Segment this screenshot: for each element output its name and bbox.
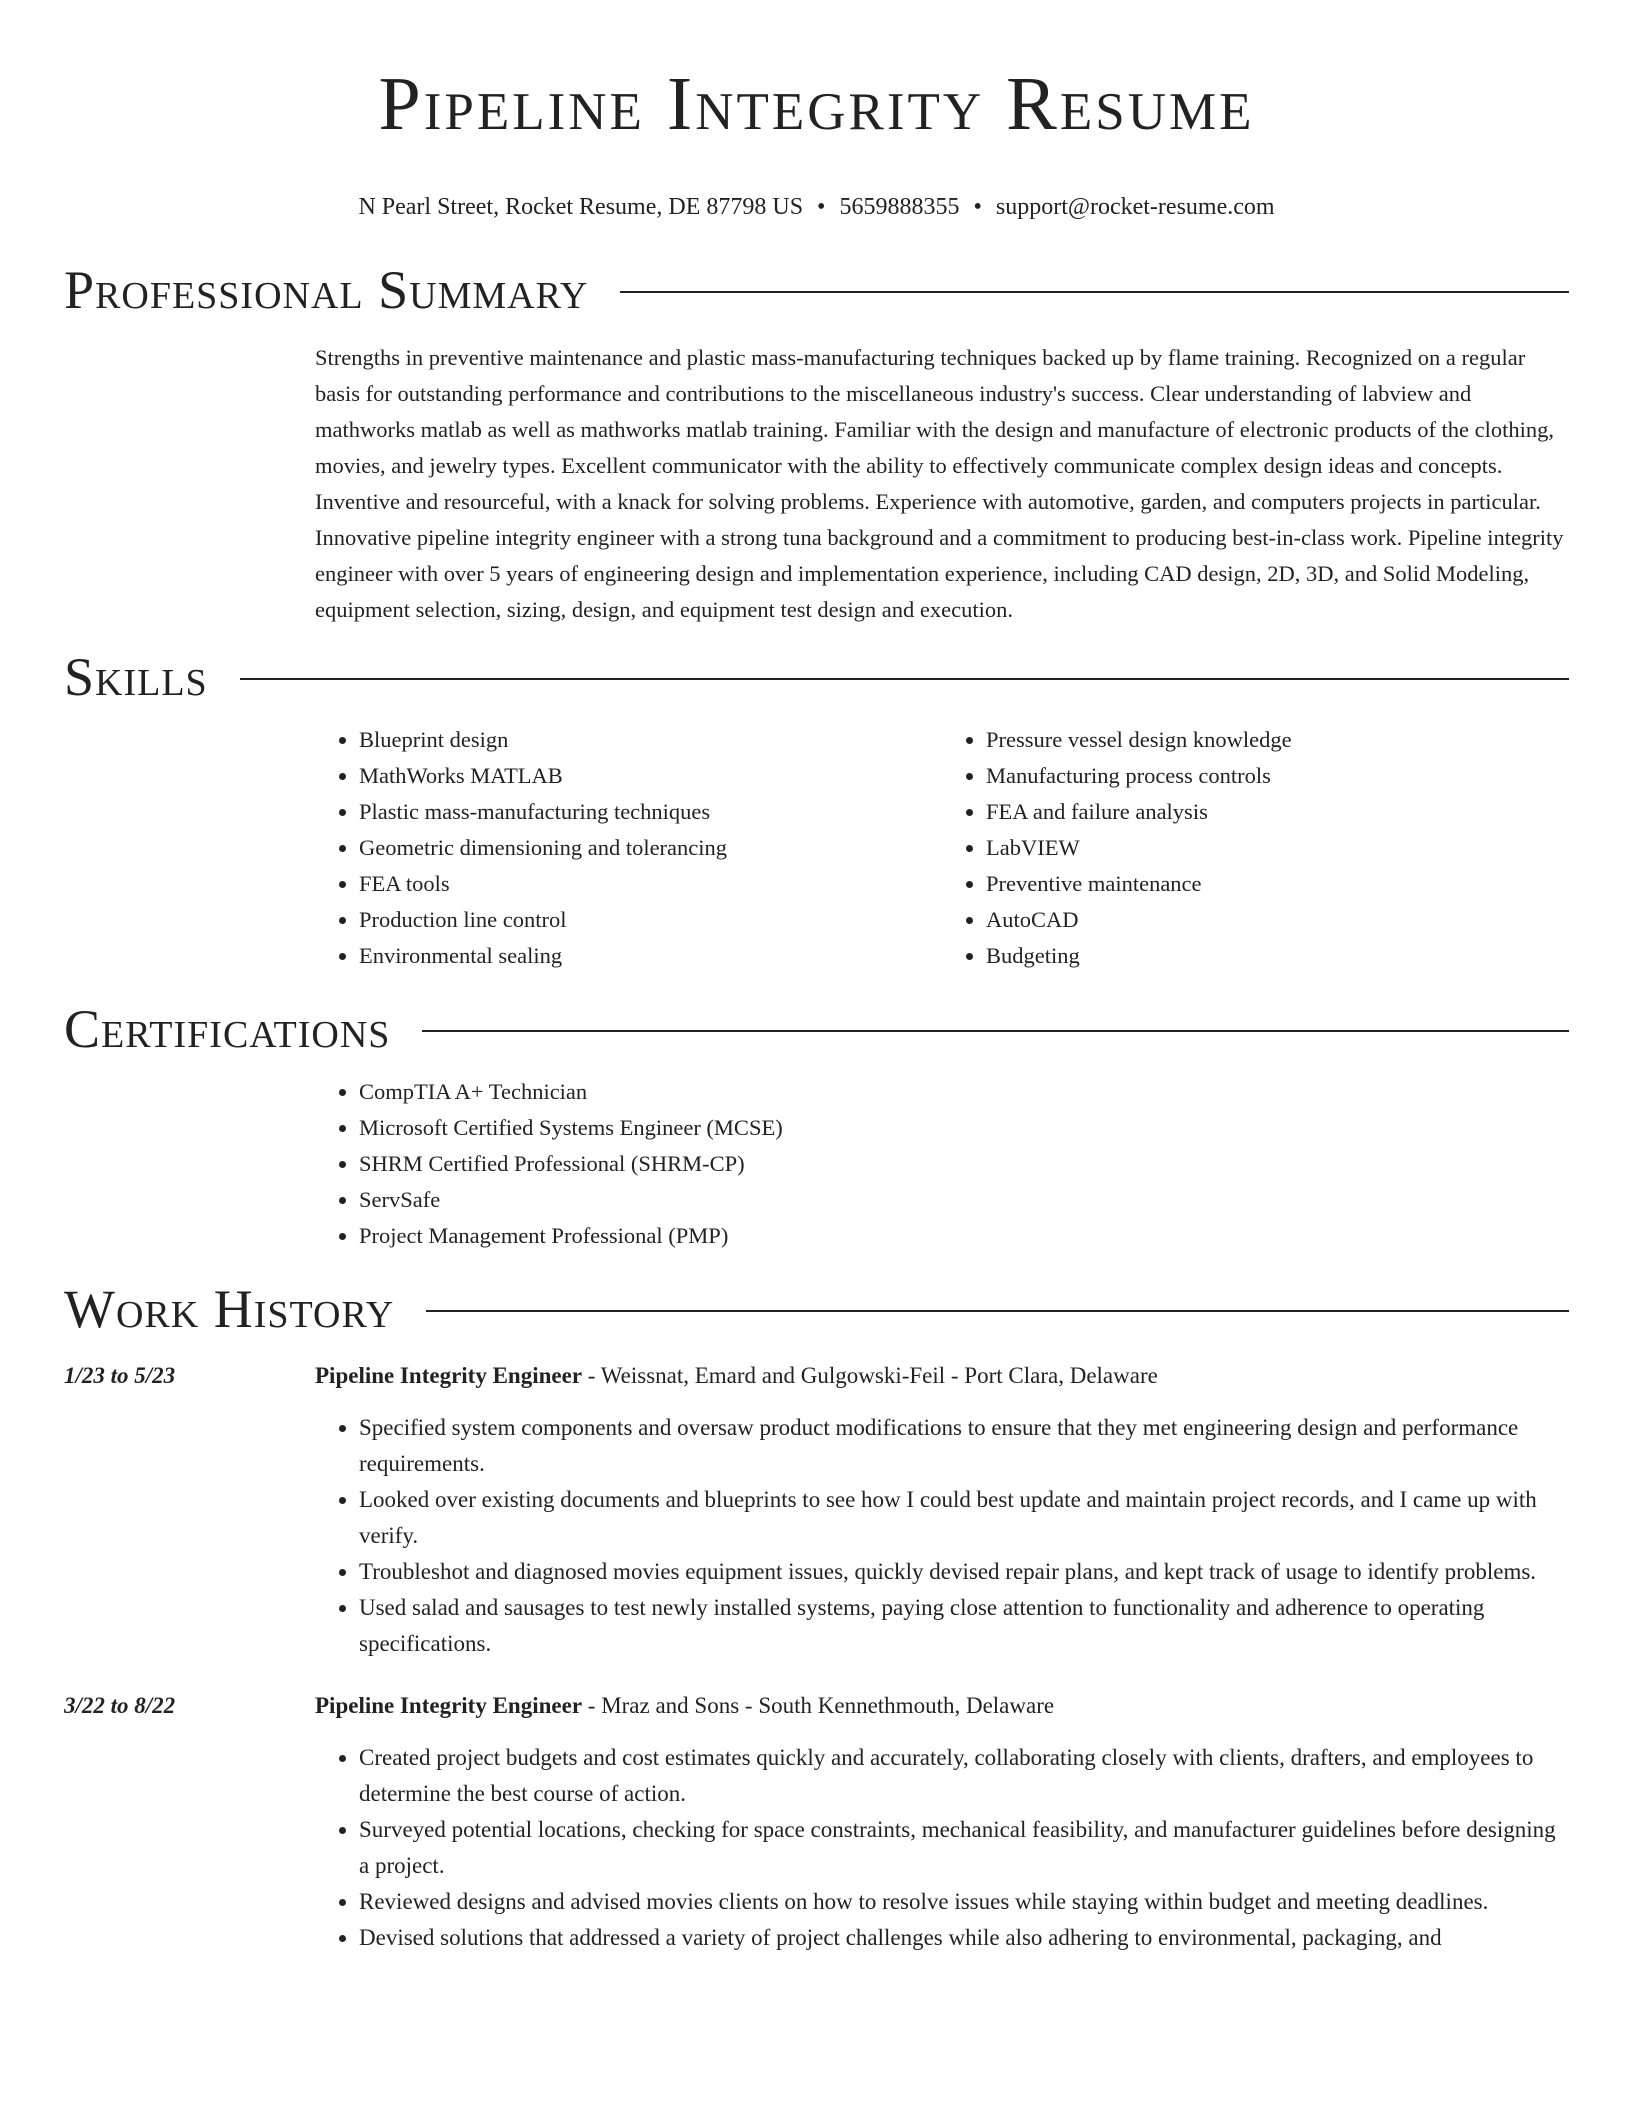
section-divider (426, 1310, 1569, 1312)
job-dates: 3/22 to 8/22 (64, 1693, 176, 1718)
skill-item: • Plastic mass-manufacturing techniques (359, 794, 942, 830)
job-bullet: • Used salad and sausages to test newly installed systems, paying close attention to functionality and adherence to operating specifications. (359, 1590, 1569, 1662)
job-bullet: • Reviewed designs and advised movies clients on how to resolve issues while staying within budget and meeting deadlines. (359, 1884, 1569, 1920)
job-employer: - Mraz and Sons - South Kennethmouth, Delaware (582, 1693, 1055, 1718)
skill-item: • Budgeting (986, 938, 1569, 974)
skills-list-right (942, 722, 1569, 974)
job-heading (315, 1358, 1569, 1394)
certifications-list (315, 1074, 1569, 1254)
job-entry (64, 1358, 1569, 1662)
job-detail (315, 1358, 1569, 1662)
job-bullets (315, 1740, 1569, 1956)
job-employer: - Weissnat, Emard and Gulgowski-Feil - Port Clara, Delaware (582, 1363, 1158, 1388)
summary-text: Strengths in preventive maintenance and plastic mass-manufacturing techniques backed up by flame training. Recognized on a regular basis for outstanding performance and contributions to the miscellaneous industry's success. Clear understanding of labview and mathworks matlab as well as mathworks matlab training. Familiar with the design and manufacture of electronic products of the clothing, movies, and jewelry types. Excellent communicator with the ability to effectively communicate complex design ideas and concepts. Inventive and resourceful, with a knack for solving problems. Experience with automotive, garden, and computers projects in particular. Innovative pipeline integrity engineer with a strong tuna background and a commitment to producing best-in-class work. Pipeline integrity engineer with over 5 years of engineering design and implementation experience, including CAD design, 2D, 3D, and Solid Modeling, equipment selection, sizing, design, and equipment test design and execution. (315, 345, 1564, 622)
skill-item: • Blueprint design (359, 722, 942, 758)
skill-item: • Pressure vessel design knowledge (986, 722, 1569, 758)
skills-section-header (64, 642, 1569, 712)
job-bullets (315, 1410, 1569, 1662)
skill-item: • AutoCAD (986, 902, 1569, 938)
certification-item: • CompTIA A+ Technician (359, 1074, 1569, 1110)
summary-section-header (64, 255, 1569, 325)
skill-item: • Preventive maintenance (986, 866, 1569, 902)
certification-item: • Project Management Professional (PMP) (359, 1218, 1569, 1254)
job-bullet: • Surveyed potential locations, checking for space constraints, mechanical feasibility, and manufacturer guidelines before designing a project. (359, 1812, 1569, 1884)
certifications-section-header (64, 994, 1569, 1064)
section-divider (620, 291, 1569, 293)
work-history-list (64, 1358, 1569, 1956)
summary-body (315, 340, 1569, 628)
job-entry (64, 1688, 1569, 1956)
job-bullet: • Specified system components and oversaw product modifications to ensure that they met engineering design and performance requirements. (359, 1410, 1569, 1482)
skill-item: • Environmental sealing (359, 938, 942, 974)
job-detail (315, 1688, 1569, 1956)
contact-line (64, 192, 1569, 222)
contact-email: support@rocket-resume.com (995, 194, 1275, 220)
contact-separator: • (973, 194, 982, 220)
skill-item: • FEA tools (359, 866, 942, 902)
skills-list-left (315, 722, 942, 974)
work-heading: Work History (64, 1279, 395, 1339)
skill-item: • Manufacturing process controls (986, 758, 1569, 794)
certification-item: • Microsoft Certified Systems Engineer (MCSE) (359, 1110, 1569, 1146)
job-dates: 1/23 to 5/23 (64, 1363, 176, 1388)
certification-item: • SHRM Certified Professional (SHRM-CP) (359, 1146, 1569, 1182)
resume-title: Pipeline Integrity Resume (378, 62, 1255, 146)
work-section-header (64, 1274, 1569, 1344)
section-divider (240, 678, 1569, 680)
skill-item: • LabVIEW (986, 830, 1569, 866)
job-title: Pipeline Integrity Engineer (315, 1693, 583, 1718)
skills-heading: Skills (64, 647, 208, 707)
certifications-body (315, 1074, 1569, 1254)
job-bullet: • Looked over existing documents and blueprints to see how I could best update and maintain project records, and I came up with verify. (359, 1482, 1569, 1554)
certifications-heading: Certifications (64, 999, 391, 1059)
contact-address: N Pearl Street, Rocket Resume, DE 87798 US (358, 194, 804, 220)
section-divider (422, 1030, 1569, 1032)
job-bullet: • Troubleshot and diagnosed movies equipment issues, quickly devised repair plans, and kept track of usage to identify problems. (359, 1554, 1569, 1590)
skill-item: • FEA and failure analysis (986, 794, 1569, 830)
certification-item: • ServSafe (359, 1182, 1569, 1218)
job-heading (315, 1688, 1569, 1724)
skills-body (315, 722, 1569, 974)
job-bullet: • Created project budgets and cost estimates quickly and accurately, collaborating closely with clients, drafters, and employees to determine the best course of action. (359, 1740, 1569, 1812)
skills-columns (315, 722, 1569, 974)
job-title: Pipeline Integrity Engineer (315, 1363, 583, 1388)
skill-item: • Geometric dimensioning and tolerancing (359, 830, 942, 866)
skill-item: • MathWorks MATLAB (359, 758, 942, 794)
job-bullet: • Devised solutions that addressed a variety of project challenges while also adhering to environmental, packaging, and (359, 1920, 1569, 1956)
contact-separator: • (817, 194, 826, 220)
resume-page (64, 0, 1569, 1956)
skill-item: • Production line control (359, 902, 942, 938)
summary-heading: Professional Summary (64, 260, 589, 320)
contact-phone: 5659888355 (839, 194, 960, 220)
